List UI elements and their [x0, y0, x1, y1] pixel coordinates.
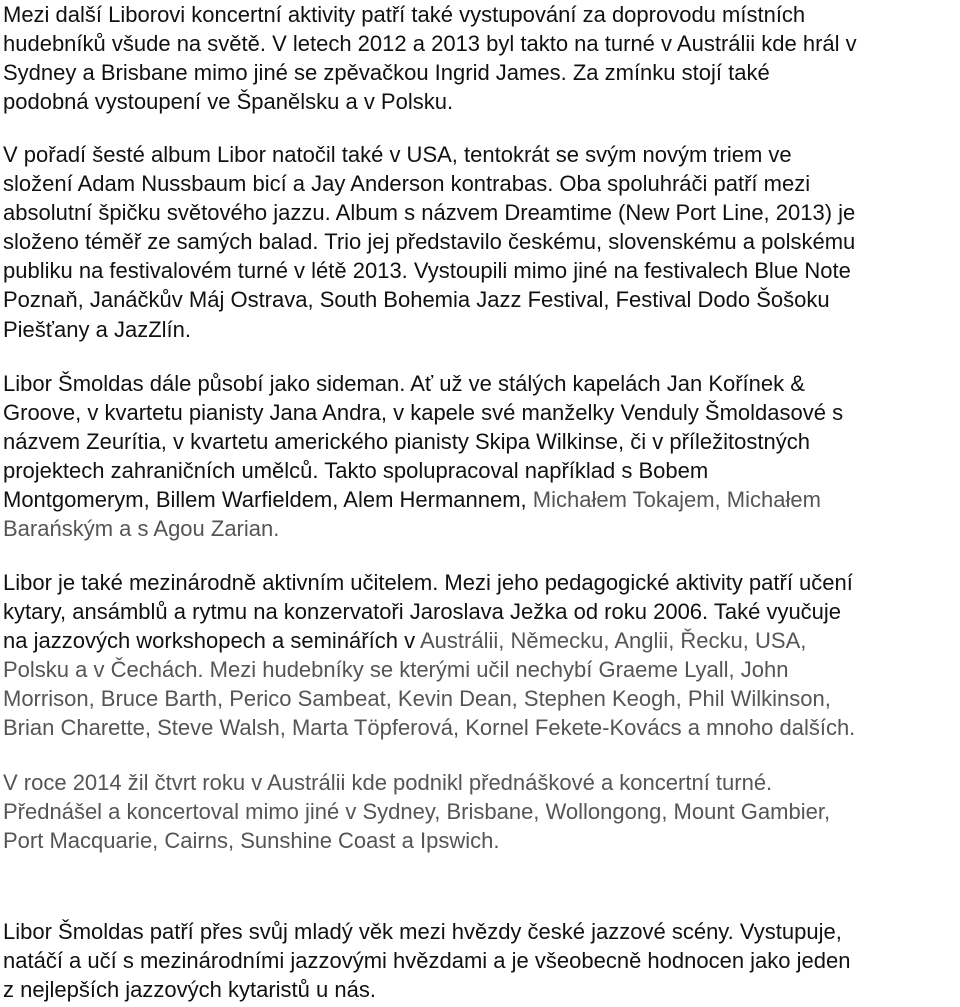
- text-line: [3, 655, 958, 684]
- text-segment: Port Macquarie, Cairns, Sunshine Coast a Ipswich.: [3, 828, 500, 854]
- text-segment: Morrison, Bruce Barth, Perico Sambeat, Kevin Dean, Stephen Keogh, Phil Wilkinson,: [3, 686, 831, 712]
- text-line: [3, 315, 958, 344]
- text-line: [3, 684, 958, 713]
- text-line: [3, 398, 958, 427]
- text-line: [3, 917, 958, 946]
- text-segment: Libor je také mezinárodně aktivním učitelem. Mezi jeho pedagogické aktivity patří učení: [3, 570, 853, 595]
- text-line: [3, 369, 958, 398]
- paragraph-sixth-album: [3, 140, 958, 344]
- text-line: [3, 140, 958, 169]
- paragraph-concert-activities: [3, 0, 958, 116]
- text-line: [3, 0, 958, 29]
- text-line: [3, 87, 958, 116]
- text-segment: absolutní špičku světového jazzu. Album s názvem Dreamtime (New Port Line, 2013) je: [3, 200, 856, 226]
- text-line: [3, 227, 958, 256]
- paragraph-sideman: [3, 369, 958, 544]
- paragraph-australia-2014: [3, 768, 958, 855]
- text-segment: Brian Charette, Steve Walsh, Marta Töpferová, Kornel Fekete-Kovács a mnoho dalších.: [3, 715, 856, 741]
- text-segment: V pořadí šesté album Libor natočil také v USA, tentokrát se svým novým triem ve: [3, 142, 792, 167]
- text-line: [3, 169, 958, 198]
- text-line: [3, 514, 958, 543]
- text-segment: natáčí a učí s mezinárodními jazzovými hvězdami a je všeobecně hodnocen jako jeden: [3, 948, 851, 974]
- text-segment: Michałem Tokajem, Michałem: [532, 487, 821, 513]
- text-segment: kytary, ansámblů a rytmu na konzervatoři Jaroslava Ježka od roku 2006. Také vyučuje: [3, 599, 842, 625]
- text-segment: Barańským a s Agou Zarian.: [3, 516, 280, 542]
- text-segment: projektech zahraničních umělců. Takto spolupracoval například s Bobem: [3, 458, 709, 484]
- text-segment: Montgomerym, Billem Warfieldem, Alem Hermannem,: [3, 487, 533, 513]
- text-line: [3, 256, 958, 285]
- text-line: [3, 597, 958, 626]
- text-segment: publiku na festivalovém turné v létě 2013. Vystoupili mimo jiné na festivalech Blue Note: [3, 258, 851, 284]
- text-line: [3, 198, 958, 227]
- paragraph-summary: [3, 917, 958, 1004]
- text-segment: z nejlepších jazzových kytaristů u nás.: [3, 977, 376, 1003]
- text-line: [3, 485, 958, 514]
- text-segment: Poznaň, Janáčkův Máj Ostrava, South Bohemia Jazz Festival, Festival Dodo Šošoku: [3, 287, 830, 313]
- text-line: [3, 58, 958, 87]
- text-line: [3, 427, 958, 456]
- text-segment: Mezi další Liborovi koncertní aktivity patří také vystupování za doprovodu místních: [3, 2, 806, 27]
- text-line: [3, 456, 958, 485]
- text-line: [3, 946, 958, 975]
- text-segment: Piešťany a JazZlín.: [3, 316, 191, 342]
- text-line: [3, 626, 958, 655]
- text-segment: V roce 2014 žil čtvrt roku v Austrálii kde podnikl přednáškové a koncertní turné.: [3, 770, 773, 795]
- text-segment: složeno téměř ze samých balad. Trio jej představilo českému, slovenskému a polskému: [3, 229, 856, 255]
- text-segment: hudebníků všude na světě. V letech 2012 a 2013 byl takto na turné v Austrálii kde hrál v: [3, 31, 857, 57]
- paragraph-teaching: [3, 568, 958, 743]
- text-line: [3, 826, 958, 855]
- text-line: [3, 29, 958, 58]
- text-segment: Polsku a v Čechách. Mezi hudebníky se kterými učil nechybí Graeme Lyall, John: [3, 657, 789, 683]
- text-segment: názvem Zeurítia, v kvartetu amerického pianisty Skipa Wilkinse, či v příležitostných: [3, 429, 810, 455]
- text-segment: Sydney a Brisbane mimo jiné se zpěvačkou Ingrid James. Za zmínku stojí také: [3, 60, 770, 86]
- text-line: [3, 797, 958, 826]
- text-segment: Libor Šmoldas patří přes svůj mladý věk mezi hvězdy české jazzové scény. Vystupuje,: [3, 919, 842, 944]
- text-segment: Groove, v kvartetu pianisty Jana Andra, v kapele své manželky Venduly Šmoldasové s: [3, 400, 844, 426]
- text-segment: Austrálii, Německu, Anglii, Řecku, USA,: [419, 628, 807, 654]
- text-segment: podobná vystoupení ve Španělsku a v Polsku.: [3, 89, 454, 115]
- text-line: [3, 975, 958, 1004]
- text-line: [3, 768, 958, 797]
- text-line: [3, 285, 958, 314]
- text-line: [3, 713, 958, 742]
- text-segment: na jazzových workshopech a seminářích v: [3, 628, 420, 654]
- text-line: [3, 568, 958, 597]
- text-segment: složení Adam Nussbaum bicí a Jay Anderson kontrabas. Oba spoluhráči patří mezi: [3, 171, 811, 197]
- text-segment: Přednášel a koncertoval mimo jiné v Sydney, Brisbane, Wollongong, Mount Gambier,: [3, 799, 831, 825]
- text-segment: Libor Šmoldas dále působí jako sideman. Ať už ve stálých kapelách Jan Kořínek &: [3, 371, 805, 396]
